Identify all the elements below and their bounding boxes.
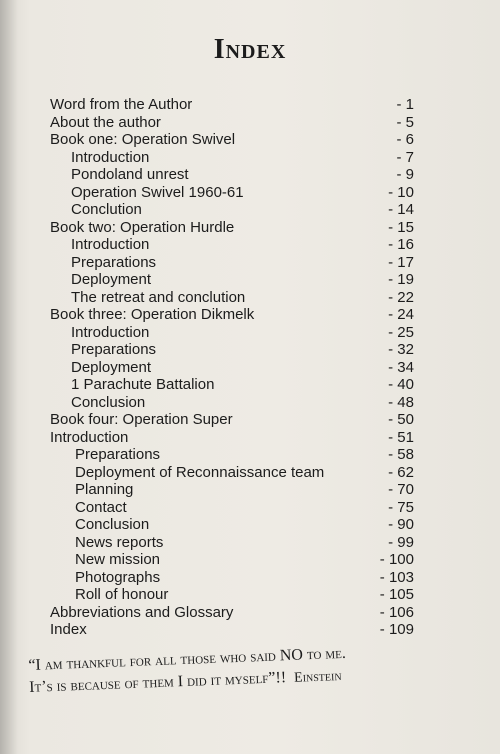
toc-entry-page: - 14 [388, 201, 414, 218]
toc-entry-label: About the author [50, 113, 161, 131]
toc-entry-page: - 5 [396, 113, 414, 131]
toc-entry-label: Abbreviations and Glossary [50, 603, 234, 621]
quote-line-1: “I am thankful for all those who said NO to me. [28, 644, 347, 674]
toc-row [0, 569, 500, 587]
toc-row [0, 271, 500, 289]
toc-entry-page: - 40 [388, 376, 414, 393]
toc-entry-label: Introduction [71, 236, 150, 253]
toc-entry-page: - 6 [396, 131, 414, 148]
toc-entry-label: Preparations [71, 253, 157, 271]
toc-row [0, 481, 500, 499]
toc-entry-label: Deployment [71, 271, 152, 288]
toc-entry-page: - 15 [388, 218, 414, 236]
toc-row [0, 621, 500, 639]
toc-entry-label: Conclusion [75, 516, 150, 533]
toc-row [0, 219, 500, 237]
toc-entry-page: - 75 [388, 498, 414, 516]
toc-row [0, 516, 500, 534]
toc-entry-page: - 34 [388, 358, 414, 376]
toc-entry-label: Photographs [75, 568, 161, 586]
toc-entry-label: Book three: Operation Dikmelk [50, 306, 255, 323]
toc-entry-page: - 1 [396, 96, 414, 113]
toc-row [0, 464, 500, 482]
toc-entry-page: - 10 [388, 183, 414, 201]
toc-row [0, 394, 500, 412]
toc-row [0, 201, 500, 219]
toc-entry-label: The retreat and conclution [71, 288, 246, 306]
toc-row [0, 534, 500, 552]
toc-entry-page: - 7 [396, 148, 414, 166]
toc-entry-page: - 16 [388, 236, 414, 253]
toc-entry-page: - 32 [388, 341, 414, 358]
toc-entry-label: Introduction [71, 148, 150, 166]
toc-row [0, 306, 500, 324]
toc-entry-label: Introduction [50, 428, 129, 446]
toc-row [0, 166, 500, 184]
toc-entry-label: 1 Parachute Battalion [71, 376, 215, 393]
toc-entry-label: News reports [75, 533, 164, 551]
toc-entry-page: - 25 [388, 323, 414, 341]
toc-row [0, 114, 500, 132]
toc-row [0, 184, 500, 202]
toc-entry-label: Introduction [71, 323, 150, 341]
toc-entry-page: - 24 [388, 306, 414, 323]
toc-entry-page: - 105 [379, 586, 414, 603]
toc-entry-page: - 22 [388, 288, 414, 306]
toc-entry-label: Index [50, 621, 87, 638]
toc-entry-page: - 48 [388, 393, 414, 411]
toc-row [0, 604, 500, 622]
toc-row [0, 499, 500, 517]
toc-row [0, 131, 500, 149]
toc-entry-label: Deployment of Reconnaissance team [75, 463, 325, 481]
toc-entry-page: - 62 [388, 463, 414, 481]
toc-row [0, 429, 500, 447]
toc-row [0, 289, 500, 307]
toc-entry-page: - 50 [388, 411, 414, 428]
toc-entry-page: - 90 [388, 516, 414, 533]
toc-row [0, 254, 500, 272]
toc-entry-page: - 58 [388, 446, 414, 463]
toc-entry-page: - 100 [379, 551, 414, 568]
toc-entry-label: Operation Swivel 1960-61 [71, 183, 244, 201]
toc-entry-label: Conclusion [71, 393, 146, 411]
toc-entry-label: Book four: Operation Super [50, 411, 233, 428]
quote-author: Einstein [293, 668, 342, 686]
toc-row [0, 586, 500, 604]
toc-entry-label: Contact [75, 498, 127, 516]
page-title: Index [213, 34, 287, 65]
toc-entry-label: Word from the Author [50, 96, 193, 113]
toc-entry-label: New mission [75, 551, 161, 568]
toc-entry-label: Preparations [71, 341, 157, 358]
toc-entry-label: Roll of honour [75, 586, 169, 603]
toc-entry-label: Conclution [71, 201, 142, 218]
toc-entry-page: - 106 [379, 603, 414, 621]
toc-entry-page: - 103 [379, 568, 414, 586]
toc-entry-label: Book two: Operation Hurdle [50, 218, 235, 236]
toc-row [0, 359, 500, 377]
toc-entry-label: Preparations [75, 446, 161, 463]
quote-line-2-text: It’s is because of them I did it myself”!! [28, 669, 287, 696]
toc-entry-page: - 99 [388, 533, 414, 551]
toc-entry-label: Deployment [71, 358, 152, 376]
toc-entry-page: - 109 [379, 621, 414, 638]
toc-row [0, 376, 500, 394]
toc-row [0, 236, 500, 254]
toc-row [0, 96, 500, 114]
toc-row [0, 551, 500, 569]
einstein-quote [28, 637, 489, 700]
toc-row [0, 341, 500, 359]
toc-entry-page: - 17 [388, 253, 414, 271]
toc-entry-page: - 70 [388, 481, 414, 498]
toc-row [0, 411, 500, 429]
toc-row [0, 324, 500, 342]
toc-row [0, 149, 500, 167]
toc-entry-page: - 19 [388, 271, 414, 288]
toc-entry-label: Book one: Operation Swivel [50, 131, 236, 148]
toc-row [0, 446, 500, 464]
toc-entry-page: - 51 [388, 428, 414, 446]
toc-entry-label: Pondoland unrest [71, 166, 189, 183]
toc-entry-label: Planning [75, 481, 134, 498]
toc-entry-page: - 9 [396, 166, 414, 183]
